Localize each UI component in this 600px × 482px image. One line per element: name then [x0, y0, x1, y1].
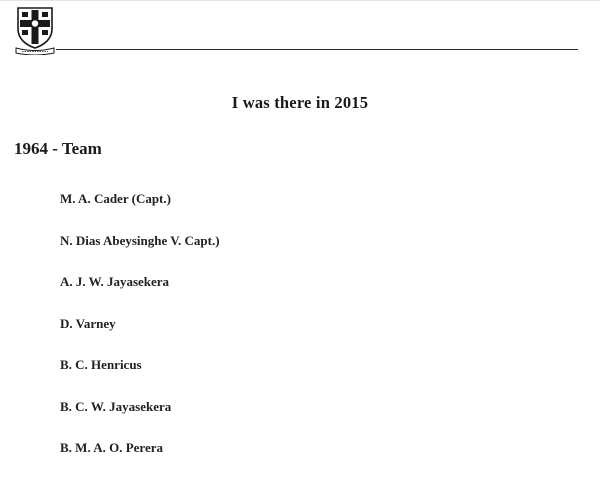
- team-member: A. J. W. Jayasekera: [60, 274, 170, 289]
- team-member: D. Varney: [60, 315, 116, 331]
- school-crest-icon: [14, 5, 56, 55]
- page-title: I was there in 2015: [231, 93, 369, 112]
- team-member: B. C. Henricus: [60, 357, 142, 372]
- team-member: M. A. Cader (Capt.): [60, 191, 171, 206]
- team-heading: 1964 - Team: [14, 139, 102, 158]
- team-member: N. Dias Abeysinghe V. Capt.): [60, 232, 220, 248]
- team-member-list: [60, 191, 220, 482]
- team-member: B. C. W. Jayasekera: [60, 398, 172, 414]
- header-divider: [56, 49, 578, 50]
- team-member: B. M. A. O. Perera: [60, 440, 164, 455]
